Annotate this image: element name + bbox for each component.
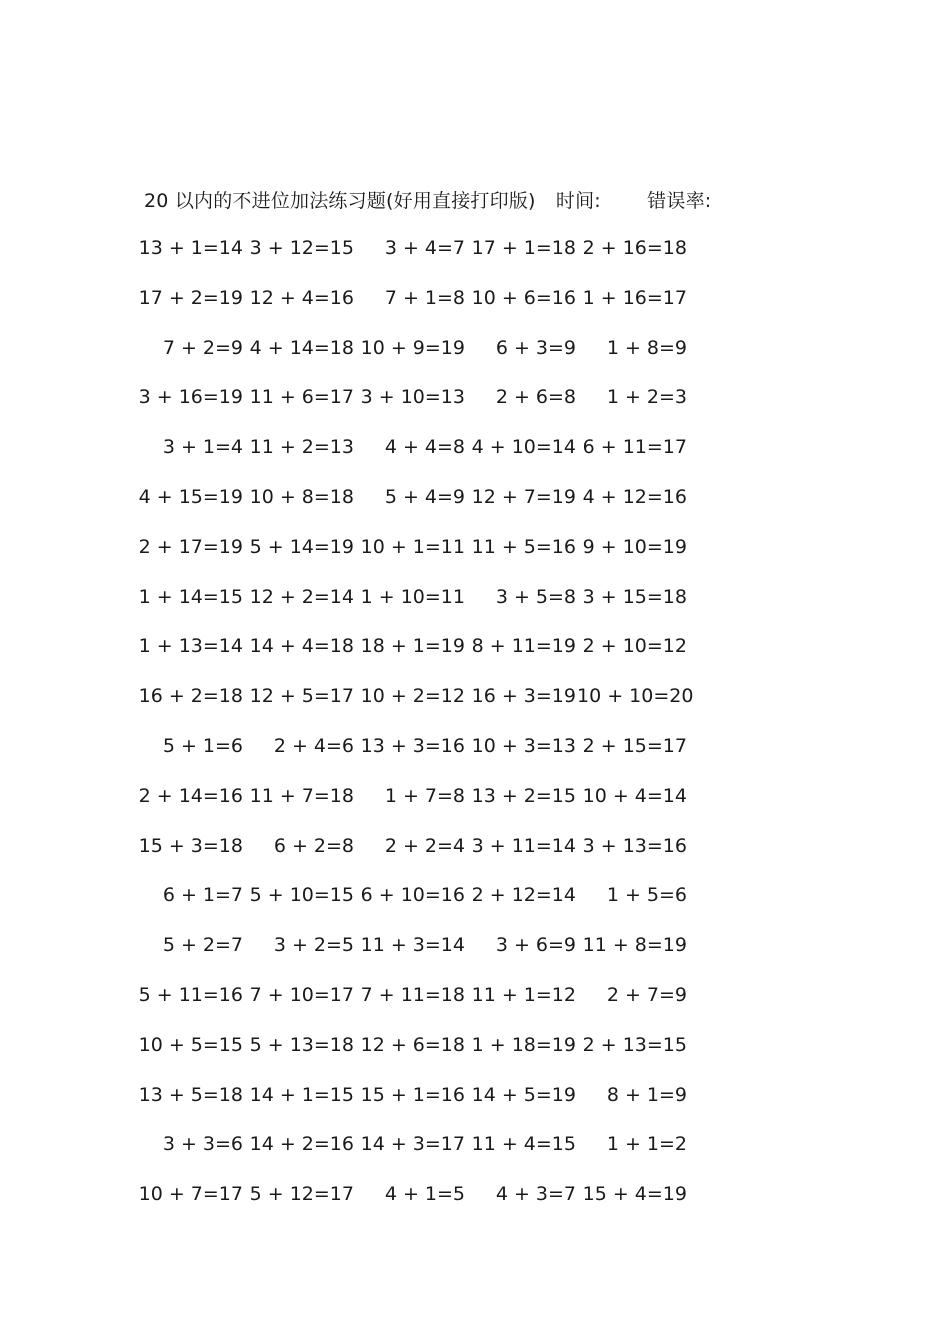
problem-row [140, 336, 720, 386]
addition-problem: 11 + 1=12 [471, 983, 576, 1006]
addition-problem: 16 + 3=19 [471, 685, 576, 708]
addition-problem: 1 + 10=11 [360, 585, 465, 608]
addition-problem: 6 + 1=7 [162, 884, 243, 907]
addition-problem: 3 + 13=16 [582, 834, 687, 857]
addition-problem: 4 + 4=8 [384, 436, 465, 459]
problem-row [140, 684, 720, 734]
addition-problem: 10 + 7=17 [138, 1183, 243, 1206]
addition-problem: 9 + 10=19 [582, 535, 687, 558]
addition-problem: 15 + 3=18 [138, 834, 243, 857]
problem-row [140, 236, 720, 286]
addition-problem: 3 + 6=9 [495, 934, 576, 957]
addition-problem: 11 + 6=17 [249, 386, 354, 409]
addition-problem: 10 + 10=20 [577, 685, 694, 708]
addition-problem: 1 + 13=14 [138, 635, 243, 658]
addition-problem: 15 + 1=16 [360, 1083, 465, 1106]
addition-problem: 12 + 4=16 [249, 286, 354, 309]
problem-row [140, 634, 720, 684]
addition-problem: 2 + 6=8 [495, 386, 576, 409]
addition-problem: 1 + 2=3 [606, 386, 687, 409]
addition-problem: 13 + 3=16 [360, 734, 465, 757]
addition-problem: 2 + 12=14 [471, 884, 576, 907]
addition-problem: 8 + 1=9 [606, 1083, 687, 1106]
addition-problem: 2 + 16=18 [582, 237, 687, 259]
addition-problem: 11 + 5=16 [471, 535, 576, 558]
addition-problem: 17 + 2=19 [138, 286, 243, 309]
problem-row [140, 933, 720, 983]
addition-problem: 3 + 10=13 [360, 386, 465, 409]
addition-problem: 18 + 1=19 [360, 635, 465, 658]
addition-problem: 1 + 7=8 [384, 784, 465, 807]
addition-problem: 14 + 1=15 [249, 1083, 354, 1106]
addition-problem: 3 + 5=8 [495, 585, 576, 608]
addition-problem: 2 + 17=19 [138, 535, 243, 558]
addition-problem: 2 + 15=17 [582, 734, 687, 757]
addition-problem: 5 + 14=19 [249, 535, 354, 558]
problem-row [140, 535, 720, 585]
addition-problem: 12 + 5=17 [249, 685, 354, 708]
addition-problem: 10 + 8=18 [249, 485, 354, 508]
addition-problem: 1 + 18=19 [471, 1033, 576, 1056]
addition-problem: 5 + 1=6 [162, 734, 243, 757]
problem-row [140, 286, 720, 336]
addition-problem: 13 + 1=14 [138, 237, 243, 259]
addition-problem: 7 + 11=18 [360, 983, 465, 1006]
addition-problem: 2 + 4=6 [273, 734, 354, 757]
problem-row [140, 585, 720, 635]
addition-problem: 11 + 7=18 [249, 784, 354, 807]
addition-problem: 12 + 2=14 [249, 585, 354, 608]
addition-problem: 1 + 14=15 [138, 585, 243, 608]
addition-problem: 11 + 4=15 [471, 1133, 576, 1156]
addition-problem: 4 + 1=5 [384, 1183, 465, 1206]
problem-row [140, 385, 720, 435]
addition-problem: 8 + 11=19 [471, 635, 576, 658]
addition-problem: 11 + 8=19 [582, 934, 687, 957]
addition-problem: 1 + 5=6 [606, 884, 687, 907]
addition-problem: 3 + 4=7 [384, 237, 465, 259]
addition-problem: 12 + 6=18 [360, 1033, 465, 1056]
addition-problem: 14 + 2=16 [249, 1133, 354, 1156]
addition-problem: 13 + 2=15 [471, 784, 576, 807]
addition-problem: 3 + 2=5 [273, 934, 354, 957]
addition-problem: 10 + 4=14 [582, 784, 687, 807]
addition-problem: 1 + 8=9 [606, 336, 687, 359]
addition-problem: 7 + 2=9 [162, 336, 243, 359]
addition-problem: 11 + 2=13 [249, 436, 354, 459]
addition-problem: 7 + 10=17 [249, 983, 354, 1006]
addition-problem: 3 + 16=19 [138, 386, 243, 409]
addition-problem: 7 + 1=8 [384, 286, 465, 309]
addition-problem: 4 + 14=18 [249, 336, 354, 359]
problem-row [140, 883, 720, 933]
addition-problem: 16 + 2=18 [138, 685, 243, 708]
addition-problem: 2 + 10=12 [582, 635, 687, 658]
addition-problem: 15 + 4=19 [582, 1183, 687, 1206]
addition-problem: 1 + 16=17 [582, 286, 687, 309]
addition-problem: 5 + 10=15 [249, 884, 354, 907]
addition-problem: 13 + 5=18 [138, 1083, 243, 1106]
addition-problem: 11 + 3=14 [360, 934, 465, 957]
error-rate-label: 错误率: [647, 190, 712, 212]
worksheet-title: 20 以内的不进位加法练习题(好用直接打印版) [144, 190, 536, 212]
addition-problem: 2 + 13=15 [582, 1033, 687, 1056]
addition-problem: 17 + 1=18 [471, 237, 576, 259]
addition-problem: 5 + 13=18 [249, 1033, 354, 1056]
addition-problem: 14 + 4=18 [249, 635, 354, 658]
problem-row [140, 834, 720, 884]
addition-problem: 4 + 12=16 [582, 485, 687, 508]
problem-row [140, 435, 720, 485]
problem-row [140, 1033, 720, 1083]
addition-problem: 4 + 15=19 [138, 485, 243, 508]
worksheet-header [144, 186, 711, 213]
addition-problem: 2 + 7=9 [606, 983, 687, 1006]
addition-problem: 1 + 1=2 [606, 1133, 687, 1156]
addition-problem: 10 + 3=13 [471, 734, 576, 757]
addition-problem: 4 + 3=7 [495, 1183, 576, 1206]
addition-problem: 2 + 14=16 [138, 784, 243, 807]
addition-problem: 5 + 12=17 [249, 1183, 354, 1206]
addition-problem: 3 + 11=14 [471, 834, 576, 857]
addition-problem: 3 + 3=6 [162, 1133, 243, 1156]
problem-row [140, 1182, 720, 1232]
addition-problem: 6 + 3=9 [495, 336, 576, 359]
addition-problem: 5 + 4=9 [384, 485, 465, 508]
addition-problem: 10 + 5=15 [138, 1033, 243, 1056]
problem-row [140, 784, 720, 834]
addition-problem: 4 + 10=14 [471, 436, 576, 459]
problem-row [140, 1083, 720, 1133]
addition-problem: 10 + 2=12 [360, 685, 465, 708]
addition-problem: 12 + 7=19 [471, 485, 576, 508]
addition-problem: 6 + 2=8 [273, 834, 354, 857]
addition-problem: 10 + 9=19 [360, 336, 465, 359]
problem-grid [140, 236, 720, 1232]
addition-problem: 6 + 11=17 [582, 436, 687, 459]
addition-problem: 3 + 12=15 [249, 237, 354, 259]
problem-row [140, 1132, 720, 1182]
addition-problem: 14 + 5=19 [471, 1083, 576, 1106]
addition-problem: 2 + 2=4 [384, 834, 465, 857]
addition-problem: 3 + 1=4 [162, 436, 243, 459]
addition-problem: 3 + 15=18 [582, 585, 687, 608]
addition-problem: 10 + 6=16 [471, 286, 576, 309]
problem-row [140, 734, 720, 784]
problem-row [140, 983, 720, 1033]
addition-problem: 5 + 2=7 [162, 934, 243, 957]
addition-problem: 14 + 3=17 [360, 1133, 465, 1156]
addition-problem: 10 + 1=11 [360, 535, 465, 558]
problem-row [140, 485, 720, 535]
time-label: 时间: [555, 190, 601, 212]
addition-problem: 5 + 11=16 [138, 983, 243, 1006]
addition-problem: 6 + 10=16 [360, 884, 465, 907]
